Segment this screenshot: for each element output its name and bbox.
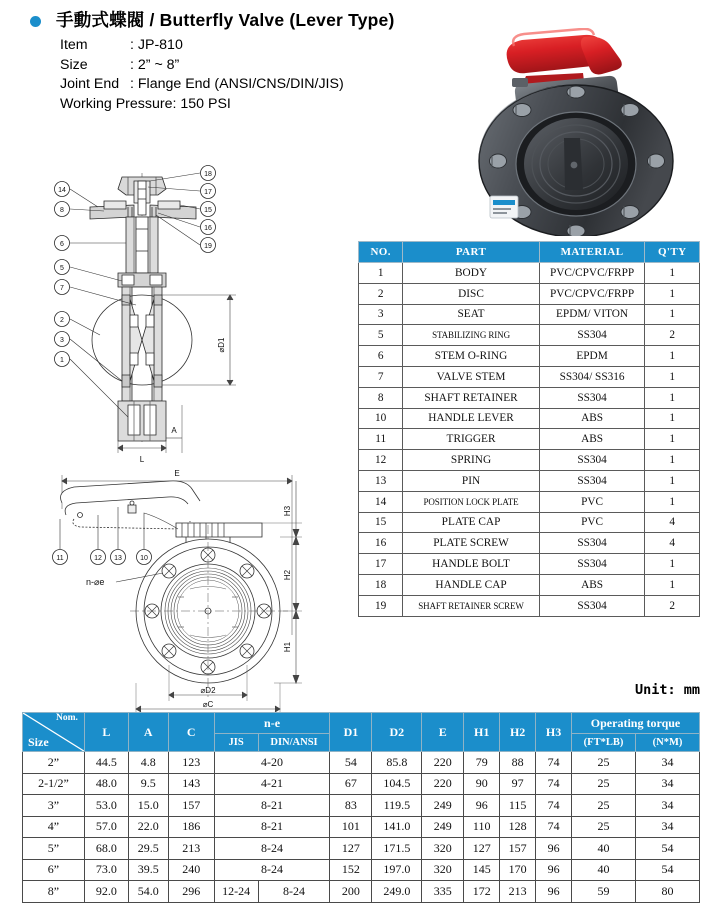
dim-cell-h1: 96	[464, 795, 500, 817]
parts-cell-qty: 1	[645, 554, 700, 575]
parts-cell-material: ABS	[539, 574, 645, 595]
dim-header-size-corner	[23, 713, 85, 752]
dim-cell-d1: 101	[330, 816, 372, 838]
dim-header-nm: (N*M)	[635, 734, 699, 752]
dim-cell-jis: 12-24	[214, 881, 258, 903]
dim-cell-l: 68.0	[84, 838, 128, 860]
parts-cell-no: 14	[359, 491, 403, 512]
dim-cell-ftlb: 40	[572, 838, 636, 860]
dim-cell-ftlb: 59	[572, 881, 636, 903]
spec-row-working-pressure	[60, 95, 344, 115]
dim-cell-h3: 74	[536, 773, 572, 795]
dim-cell-c: 157	[168, 795, 214, 817]
parts-header-qty: Q'TY	[645, 242, 700, 263]
dim-cell-nm: 34	[635, 816, 699, 838]
parts-cell-no: 19	[359, 595, 403, 616]
parts-cell-qty: 2	[645, 325, 700, 346]
parts-cell-material: SS304	[539, 470, 645, 491]
dim-cell-h1: 172	[464, 881, 500, 903]
spec-row-item	[60, 36, 344, 56]
svg-text:18: 18	[204, 171, 212, 178]
parts-cell-qty: 1	[645, 263, 700, 284]
dim-cell-ftlb: 25	[572, 773, 636, 795]
dim-cell-l: 48.0	[84, 773, 128, 795]
parts-cell-part: HANDLE LEVER	[403, 408, 539, 429]
dim-header-h3: H3	[536, 713, 572, 752]
dim-cell-d2: 85.8	[372, 752, 422, 774]
parts-cell-qty: 1	[645, 366, 700, 387]
parts-cell-material: PVC/CPVC/FRPP	[539, 263, 645, 284]
dim-cell-ne: 4-20	[214, 752, 330, 774]
parts-cell-part: BODY	[403, 263, 539, 284]
parts-cell-no: 12	[359, 450, 403, 471]
dim-cell-e: 220	[422, 752, 464, 774]
svg-text:12: 12	[94, 555, 102, 562]
dim-cell-d2: 141.0	[372, 816, 422, 838]
dim-cell-c: 213	[168, 838, 214, 860]
valve-body-graphic	[479, 85, 673, 236]
table-row	[359, 450, 700, 471]
dim-header-size: Size	[28, 735, 49, 749]
dim-cell-h2: 157	[500, 838, 536, 860]
parts-cell-no: 5	[359, 325, 403, 346]
parts-cell-qty: 1	[645, 304, 700, 325]
dim-cell-h2: 128	[500, 816, 536, 838]
parts-header-no: NO.	[359, 242, 403, 263]
dim-cell-nm: 54	[635, 859, 699, 881]
dimension-table-container	[22, 712, 700, 903]
parts-cell-part: POSITION LOCK PLATE	[403, 491, 539, 512]
dim-header-row-1	[23, 713, 700, 734]
table-row	[23, 838, 700, 860]
dim-cell-a: 9.5	[128, 773, 168, 795]
dim-cell-d2: 197.0	[372, 859, 422, 881]
dim-cell-ne: 8-24	[214, 838, 330, 860]
table-row	[359, 554, 700, 575]
parts-table-header-row	[359, 242, 700, 263]
parts-cell-part: STABILIZING RING	[403, 325, 539, 346]
parts-cell-no: 16	[359, 533, 403, 554]
parts-cell-qty: 1	[645, 346, 700, 367]
table-row	[23, 859, 700, 881]
product-photo	[424, 28, 700, 236]
dim-header-c: C	[168, 713, 214, 752]
dim-cell-nm: 54	[635, 838, 699, 860]
spec-value: 150 PSI	[180, 95, 231, 112]
table-row	[359, 366, 700, 387]
dim-cell-a: 15.0	[128, 795, 168, 817]
svg-text:7: 7	[60, 285, 64, 292]
dim-cell-d2: 249.0	[372, 881, 422, 903]
dim-cell-h2: 170	[500, 859, 536, 881]
parts-cell-material: SS304/ SS316	[539, 366, 645, 387]
parts-cell-part: VALVE STEM	[403, 366, 539, 387]
parts-cell-no: 6	[359, 346, 403, 367]
dim-cell-d1: 54	[330, 752, 372, 774]
dim-cell-a: 22.0	[128, 816, 168, 838]
parts-cell-qty: 4	[645, 512, 700, 533]
dim-header-ftlb: (FT*LB)	[572, 734, 636, 752]
parts-cell-part: SEAT	[403, 304, 539, 325]
dim-cell-h1: 127	[464, 838, 500, 860]
spec-label: Joint End	[60, 76, 120, 92]
parts-cell-qty: 1	[645, 429, 700, 450]
dim-cell-size: 2-1/2”	[23, 773, 85, 795]
parts-cell-qty: 1	[645, 387, 700, 408]
parts-cell-qty: 1	[645, 470, 700, 491]
spec-value: : 2” ~ 8”	[130, 56, 180, 73]
parts-cell-no: 15	[359, 512, 403, 533]
parts-cell-material: ABS	[539, 429, 645, 450]
dim-cell-e: 249	[422, 816, 464, 838]
dim-cell-a: 39.5	[128, 859, 168, 881]
svg-text:14: 14	[58, 187, 66, 194]
unit-label: Unit: mm	[634, 682, 700, 698]
parts-cell-qty: 1	[645, 574, 700, 595]
page-title: 手動式蝶閥 / Butterfly Valve (Lever Type)	[56, 10, 395, 30]
parts-cell-material: SS304	[539, 554, 645, 575]
dim-cell-c: 296	[168, 881, 214, 903]
parts-cell-part: SHAFT RETAINER	[403, 387, 539, 408]
svg-text:16: 16	[204, 225, 212, 232]
table-row	[359, 595, 700, 616]
parts-cell-part: DISC	[403, 283, 539, 304]
parts-cell-part: PLATE CAP	[403, 512, 539, 533]
table-row	[359, 325, 700, 346]
svg-text:8: 8	[60, 207, 64, 214]
parts-cell-part: SHAFT RETAINER SCREW	[403, 595, 539, 616]
dim-header-l: L	[84, 713, 128, 752]
svg-text:⌀C: ⌀C	[202, 700, 214, 709]
dim-cell-d1: 83	[330, 795, 372, 817]
dim-cell-h3: 74	[536, 816, 572, 838]
table-row	[359, 408, 700, 429]
parts-cell-part: TRIGGER	[403, 429, 539, 450]
svg-text:2: 2	[60, 317, 64, 324]
parts-cell-material: SS304	[539, 387, 645, 408]
dim-cell-ne: 8-21	[214, 795, 330, 817]
spec-value: : JP-810	[130, 37, 183, 53]
spec-label: Size	[60, 56, 88, 73]
dim-header-h2: H2	[500, 713, 536, 752]
dim-header-din: DIN/ANSI	[258, 734, 330, 752]
table-row	[359, 470, 700, 491]
dim-header-a: A	[128, 713, 168, 752]
parts-cell-material: PVC	[539, 512, 645, 533]
dim-cell-c: 143	[168, 773, 214, 795]
parts-cell-no: 7	[359, 366, 403, 387]
dim-cell-l: 73.0	[84, 859, 128, 881]
section-view-drawing	[55, 166, 237, 465]
front-callout-group	[53, 507, 179, 565]
dim-header-ne: n-e	[214, 713, 330, 734]
svg-text:H3: H3	[283, 505, 292, 517]
parts-cell-no: 18	[359, 574, 403, 595]
dim-cell-c: 186	[168, 816, 214, 838]
svg-text:11: 11	[56, 555, 64, 562]
spec-row-size	[60, 56, 344, 76]
parts-cell-material: SS304	[539, 533, 645, 554]
svg-text:H2: H2	[283, 569, 292, 581]
dim-cell-size: 3”	[23, 795, 85, 817]
dim-cell-size: 6”	[23, 859, 85, 881]
dim-cell-e: 335	[422, 881, 464, 903]
table-row	[359, 491, 700, 512]
dim-cell-h3: 74	[536, 752, 572, 774]
dim-cell-d2: 104.5	[372, 773, 422, 795]
table-row	[23, 773, 700, 795]
bullet-icon	[30, 16, 41, 27]
dim-cell-ne: 8-24	[214, 859, 330, 881]
svg-text:13: 13	[114, 555, 122, 562]
spec-label: Working Pressure:	[60, 95, 177, 112]
svg-text:10: 10	[140, 555, 148, 562]
svg-text:H1: H1	[283, 641, 292, 653]
parts-cell-no: 3	[359, 304, 403, 325]
dim-cell-d1: 127	[330, 838, 372, 860]
dim-cell-nm: 34	[635, 773, 699, 795]
parts-header-material: MATERIAL	[539, 242, 645, 263]
dim-cell-h2: 115	[500, 795, 536, 817]
parts-cell-part: STEM O-RING	[403, 346, 539, 367]
table-row	[23, 795, 700, 817]
svg-text:⌀D2: ⌀D2	[200, 686, 216, 695]
svg-text:E: E	[174, 469, 180, 478]
table-row	[359, 283, 700, 304]
dim-header-h1: H1	[464, 713, 500, 752]
dim-cell-h3: 96	[536, 881, 572, 903]
dim-header-d2: D2	[372, 713, 422, 752]
parts-cell-qty: 1	[645, 450, 700, 471]
parts-cell-material: PVC/CPVC/FRPP	[539, 283, 645, 304]
front-view-drawing	[53, 469, 303, 715]
parts-cell-material: EPDM/ VITON	[539, 304, 645, 325]
dim-cell-ftlb: 25	[572, 795, 636, 817]
parts-table-container	[358, 241, 700, 617]
dim-cell-ftlb: 25	[572, 752, 636, 774]
dim-cell-h3: 96	[536, 838, 572, 860]
dim-cell-a: 4.8	[128, 752, 168, 774]
table-row	[359, 346, 700, 367]
dim-cell-c: 123	[168, 752, 214, 774]
dim-header-d1: D1	[330, 713, 372, 752]
dim-cell-h1: 79	[464, 752, 500, 774]
dim-cell-a: 29.5	[128, 838, 168, 860]
dim-cell-size: 4”	[23, 816, 85, 838]
parts-cell-no: 2	[359, 283, 403, 304]
dim-cell-h2: 88	[500, 752, 536, 774]
parts-cell-qty: 2	[645, 595, 700, 616]
svg-text:19: 19	[204, 243, 212, 250]
table-row	[359, 387, 700, 408]
table-row	[359, 429, 700, 450]
svg-text:A: A	[171, 426, 177, 435]
spec-list	[60, 36, 344, 114]
parts-cell-material: EPDM	[539, 346, 645, 367]
parts-cell-part: HANDLE CAP	[403, 574, 539, 595]
dim-header-operating-torque: Operating torque	[572, 713, 700, 734]
parts-cell-no: 11	[359, 429, 403, 450]
dim-header-jis: JIS	[214, 734, 258, 752]
dim-cell-a: 54.0	[128, 881, 168, 903]
dim-cell-c: 240	[168, 859, 214, 881]
table-row	[23, 881, 700, 903]
dim-cell-h3: 96	[536, 859, 572, 881]
dim-cell-d2: 119.5	[372, 795, 422, 817]
dim-cell-l: 53.0	[84, 795, 128, 817]
dim-cell-ftlb: 40	[572, 859, 636, 881]
dim-cell-ne: 8-21	[214, 816, 330, 838]
parts-header-part: PART	[403, 242, 539, 263]
dim-cell-h2: 97	[500, 773, 536, 795]
dim-cell-e: 249	[422, 795, 464, 817]
table-row	[359, 512, 700, 533]
parts-cell-part: PLATE SCREW	[403, 533, 539, 554]
svg-text:1: 1	[60, 357, 64, 364]
parts-cell-no: 8	[359, 387, 403, 408]
dim-cell-l: 92.0	[84, 881, 128, 903]
parts-cell-part: SPRING	[403, 450, 539, 471]
dim-cell-d1: 200	[330, 881, 372, 903]
dim-cell-h2: 213	[500, 881, 536, 903]
dim-cell-size: 2”	[23, 752, 85, 774]
dim-cell-h1: 110	[464, 816, 500, 838]
dim-cell-ftlb: 25	[572, 816, 636, 838]
parts-table	[358, 241, 700, 617]
dim-cell-nm: 34	[635, 752, 699, 774]
dim-cell-nm: 80	[635, 881, 699, 903]
svg-text:3: 3	[60, 337, 64, 344]
dim-cell-h3: 74	[536, 795, 572, 817]
parts-cell-part: PIN	[403, 470, 539, 491]
parts-cell-no: 10	[359, 408, 403, 429]
parts-cell-material: SS304	[539, 450, 645, 471]
dim-cell-l: 57.0	[84, 816, 128, 838]
dim-cell-ne: 4-21	[214, 773, 330, 795]
dim-header-e: E	[422, 713, 464, 752]
dim-cell-h1: 145	[464, 859, 500, 881]
dim-cell-l: 44.5	[84, 752, 128, 774]
svg-text:17: 17	[204, 189, 212, 196]
svg-text:15: 15	[204, 207, 212, 214]
table-row	[23, 816, 700, 838]
parts-cell-material: SS304	[539, 595, 645, 616]
dim-cell-h1: 90	[464, 773, 500, 795]
table-row	[359, 304, 700, 325]
parts-cell-material: SS304	[539, 325, 645, 346]
parts-cell-qty: 1	[645, 491, 700, 512]
svg-text:5: 5	[60, 265, 64, 272]
parts-cell-qty: 1	[645, 408, 700, 429]
parts-cell-material: ABS	[539, 408, 645, 429]
dim-cell-din: 8-24	[258, 881, 330, 903]
dim-cell-d1: 67	[330, 773, 372, 795]
technical-drawings	[30, 155, 350, 715]
table-row	[359, 263, 700, 284]
spec-label: Item	[60, 37, 88, 53]
parts-cell-qty: 4	[645, 533, 700, 554]
svg-text:⌀D1: ⌀D1	[217, 337, 226, 353]
dim-cell-e: 320	[422, 859, 464, 881]
parts-cell-no: 1	[359, 263, 403, 284]
dim-cell-nm: 34	[635, 795, 699, 817]
parts-cell-no: 13	[359, 470, 403, 491]
parts-cell-qty: 1	[645, 283, 700, 304]
dim-cell-d1: 152	[330, 859, 372, 881]
parts-cell-no: 17	[359, 554, 403, 575]
svg-text:n-⌀e: n-⌀e	[86, 577, 105, 587]
svg-text:6: 6	[60, 241, 64, 248]
table-row	[23, 752, 700, 774]
spec-value: : Flange End (ANSI/CNS/DIN/JIS)	[130, 76, 344, 92]
dim-cell-size: 8”	[23, 881, 85, 903]
spec-row-joint-end	[60, 75, 344, 95]
dim-cell-e: 320	[422, 838, 464, 860]
dimension-table	[22, 712, 700, 903]
table-row	[359, 574, 700, 595]
svg-text:L: L	[139, 455, 145, 464]
dim-cell-size: 5”	[23, 838, 85, 860]
dim-cell-d2: 171.5	[372, 838, 422, 860]
table-row	[359, 533, 700, 554]
dim-cell-e: 220	[422, 773, 464, 795]
parts-cell-part: HANDLE BOLT	[403, 554, 539, 575]
parts-cell-material: PVC	[539, 491, 645, 512]
dim-header-nom: Nom.	[55, 713, 78, 723]
